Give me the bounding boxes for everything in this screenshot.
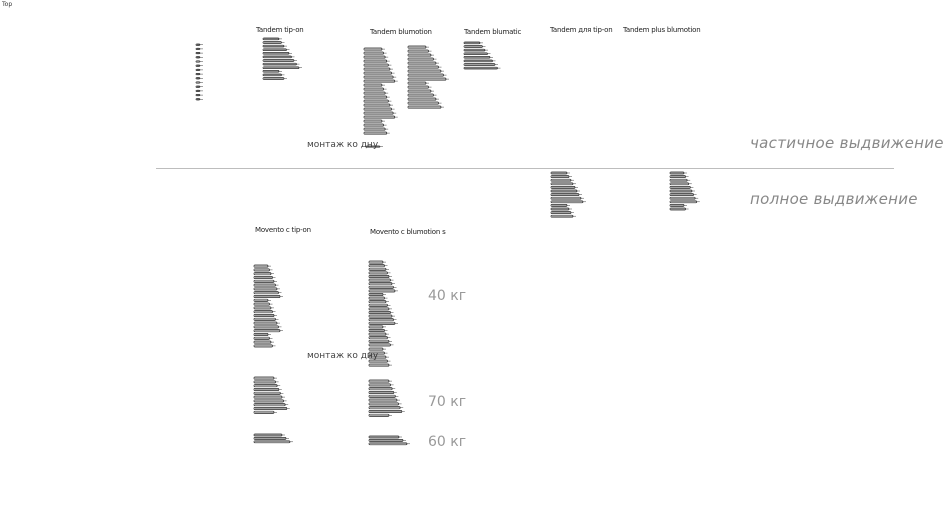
note-bottom-mount-top: монтаж ко дну [307,140,379,150]
stack-movento-bottom [369,348,392,366]
load-70kg: 70 кг [428,394,467,410]
title-movento-tip-on: Movento с tip-on [255,226,311,234]
stack-movento-blumotion-40 [369,261,398,346]
stack-movento-blumotion-60 [369,436,410,445]
note-bottom-mount-bottom: монтаж ко дну [307,351,379,361]
stack-tandem-dla-tip-on [551,172,586,217]
view-label: Top [2,1,13,8]
title-tandem-tip-on: Tandem tip-on [256,26,304,34]
label-partial-extension: частичное выдвижение [750,134,944,152]
title-tandem-blumotion: Tandem blumotion [370,28,432,36]
title-tandem-dla-tip-on: Tandem для tip-on [550,26,613,34]
stack-tandem-tip-on [263,38,302,79]
marker-stack [196,44,203,100]
stack-tandem-blumotion-b [408,46,449,108]
stack-tandem-blumotion-a [364,48,398,134]
load-60kg: 60 кг [428,434,467,450]
stack-movento-tip-on-70 [254,377,290,413]
stack-tandem-blumatic [464,42,501,69]
title-tandem-blumatic: Tandem blumatic [464,28,522,36]
stack-movento-blumotion-70 [369,380,405,416]
stack-movento-tip-on-60 [254,434,293,443]
title-tandem-plus-blumotion: Tandem plus blumotion [623,26,701,34]
label-full-extension: полное выдвижение [750,190,918,208]
title-movento-blumotion-s: Movento с blumotion s [370,228,446,236]
load-40kg: 40 кг [428,288,467,304]
stack-tandem-plus-blumotion [670,172,700,210]
stack-tandem-bottom [366,146,383,147]
stack-movento-tip-on-40 [254,265,283,347]
